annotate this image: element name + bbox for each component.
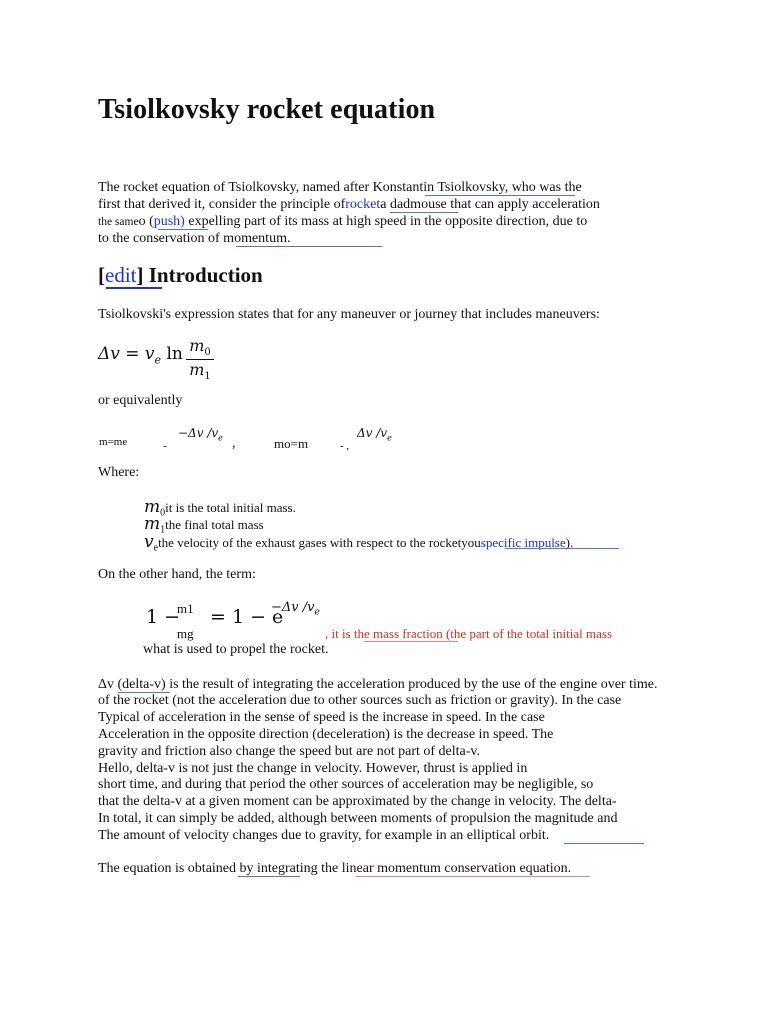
orbit-underline <box>564 843 644 844</box>
bracket-open: [ <box>98 263 105 287</box>
eq1-sub-e: e <box>154 353 162 367</box>
equation-1 <box>98 344 183 366</box>
section-title: Introduction <box>143 263 263 287</box>
eq3-den: mg <box>177 626 194 641</box>
eq2-exp-2 <box>357 426 392 442</box>
eq1-num-sub: 0 <box>204 347 211 359</box>
mass-fraction-note: , it is the mass fraction (the part of the total initial mass <box>325 626 613 641</box>
eq1-den-sub: 1 <box>204 371 211 383</box>
eq2-right: mo=m <box>274 436 309 451</box>
other-hand: On the other hand, the term: <box>98 567 256 582</box>
eq2-comma: , <box>232 436 236 451</box>
intro-line-3-b: o ( <box>138 214 154 229</box>
eq3-num: m1 <box>177 601 194 616</box>
intro-line-4: to the conservation of momentum. <box>98 231 291 246</box>
dv-line-3: Typical of acceleration in the sense of speed is the increase in speed. In the case <box>98 710 545 725</box>
edit-link[interactable]: edit <box>105 263 137 287</box>
eq2-a-eq: =me <box>107 436 128 448</box>
rocket-link[interactable]: rocket <box>345 197 381 212</box>
bracket-close: ] <box>136 263 144 287</box>
eq3-exp-text: −Δv /v <box>271 600 315 615</box>
dv-line-5: gravity and friction also change the speed but are not part of delta-v. <box>98 744 481 759</box>
eq1-fraction <box>186 336 214 382</box>
dv-line-8: that the delta-v at a given moment can be approximated by the change in velocity. The delta- <box>98 794 617 809</box>
intro-underline-3 <box>158 229 208 230</box>
def-ve-tail: ). <box>565 535 574 550</box>
dv-line-2: of the rocket (not the acceleration due to other sources such as friction or gravity). In the case <box>98 693 622 708</box>
eq1-den: m <box>189 360 205 380</box>
dv-line-10: The amount of velocity changes due to gravity, for example in an elliptical orbit. <box>98 828 550 843</box>
push-link[interactable]: push) <box>153 214 185 229</box>
def-ve-sym: v <box>144 532 154 552</box>
propel-line: what is used to propel the rocket. <box>143 642 329 657</box>
eq3-rhs-text: = 1 − e <box>210 606 284 628</box>
dv-line-4: Acceleration in the opposite direction (deceleration) is the decrease in speed. The <box>98 727 554 742</box>
eq2-dash-1: - <box>163 440 167 452</box>
eq2-left <box>99 436 127 448</box>
eq2-exp-1 <box>178 426 223 442</box>
eq3-exp <box>271 600 320 618</box>
intro-line-2-b: a dadmouse that can apply acceleration <box>380 197 600 212</box>
intro-line-2 <box>98 197 600 213</box>
def-m1-sym: m <box>144 514 161 534</box>
eq2-a: m <box>99 436 108 448</box>
def-m0-sub: 0 <box>160 507 166 519</box>
integrating-underline <box>238 876 300 877</box>
intro-line-3-a: the same <box>98 216 139 228</box>
dv-line-9: In total, it can simply be added, although between moments of propulsion the magnitude and <box>98 811 618 826</box>
specific-impulse-link[interactable]: specific impulse <box>480 535 566 550</box>
eq1-ln: ln <box>161 344 183 364</box>
momentum-underline <box>356 876 590 877</box>
specific-impulse-underline <box>505 548 619 549</box>
dv-line-6: Hello, delta-v is not just the change in velocity. However, thrust is applied in <box>98 761 528 776</box>
def-ve <box>144 532 573 554</box>
eq2-exp1: −Δv /v <box>178 426 219 440</box>
page-title: Tsiolkovsky rocket equation <box>98 94 436 125</box>
eq1-lhs: Δv = v <box>98 344 155 364</box>
eq1-num: m <box>189 336 205 355</box>
eq1-denominator <box>186 360 214 382</box>
edit-underline <box>106 287 162 289</box>
intro-line-3 <box>98 214 587 230</box>
def-m0-sym: m <box>144 497 161 517</box>
para-1: Tsiolkovski's expression states that for any maneuver or journey that includes maneuvers: <box>98 307 600 322</box>
def-m1-text: the final total mass <box>165 517 264 532</box>
eq2-exp1-sub: e <box>218 433 223 443</box>
def-ve-text: the velocity of the exhaust gases with respect to the rocketyou <box>158 535 481 550</box>
intro-underline-2 <box>390 212 458 213</box>
section-heading <box>98 263 263 288</box>
def-ve-sub: e <box>153 542 159 554</box>
intro-line-2-a: first that derived it, consider the principle of <box>98 197 346 212</box>
intro-underline-1 <box>425 195 575 196</box>
def-m0-text: it is the total initial mass. <box>165 500 296 515</box>
intro-underline-4 <box>236 246 382 247</box>
dv-line-1: Δv (delta-v) is the result of integrating the acceleration produced by the use of the engine over time. <box>98 677 658 692</box>
final-line: The equation is obtained by integrating the linear momentum conservation equation. <box>98 861 572 876</box>
intro-line-3-c: expelling part of its mass at high speed in the opposite direction, due to <box>184 214 588 229</box>
or-equivalently: or equivalently <box>98 393 183 408</box>
where-label: Where: <box>98 465 140 480</box>
eq2-exp2-sub: e <box>387 433 392 443</box>
mass-fraction-underline <box>364 641 458 642</box>
eq3-exp-sub: e <box>314 607 320 618</box>
def-m1-sub: 1 <box>160 524 166 536</box>
eq3-one: 1 − <box>146 606 181 628</box>
intro-line-1: The rocket equation of Tsiolkovsky, named after Konstantin Tsiolkovsky, who was the <box>98 180 582 195</box>
eq2-exp2: Δv /v <box>357 426 388 440</box>
dv-line-7: short time, and during that period the other sources of acceleration may be negligible, so <box>98 777 594 792</box>
eq2-dash-2: - , <box>340 440 350 452</box>
eq1-numerator <box>186 336 214 360</box>
